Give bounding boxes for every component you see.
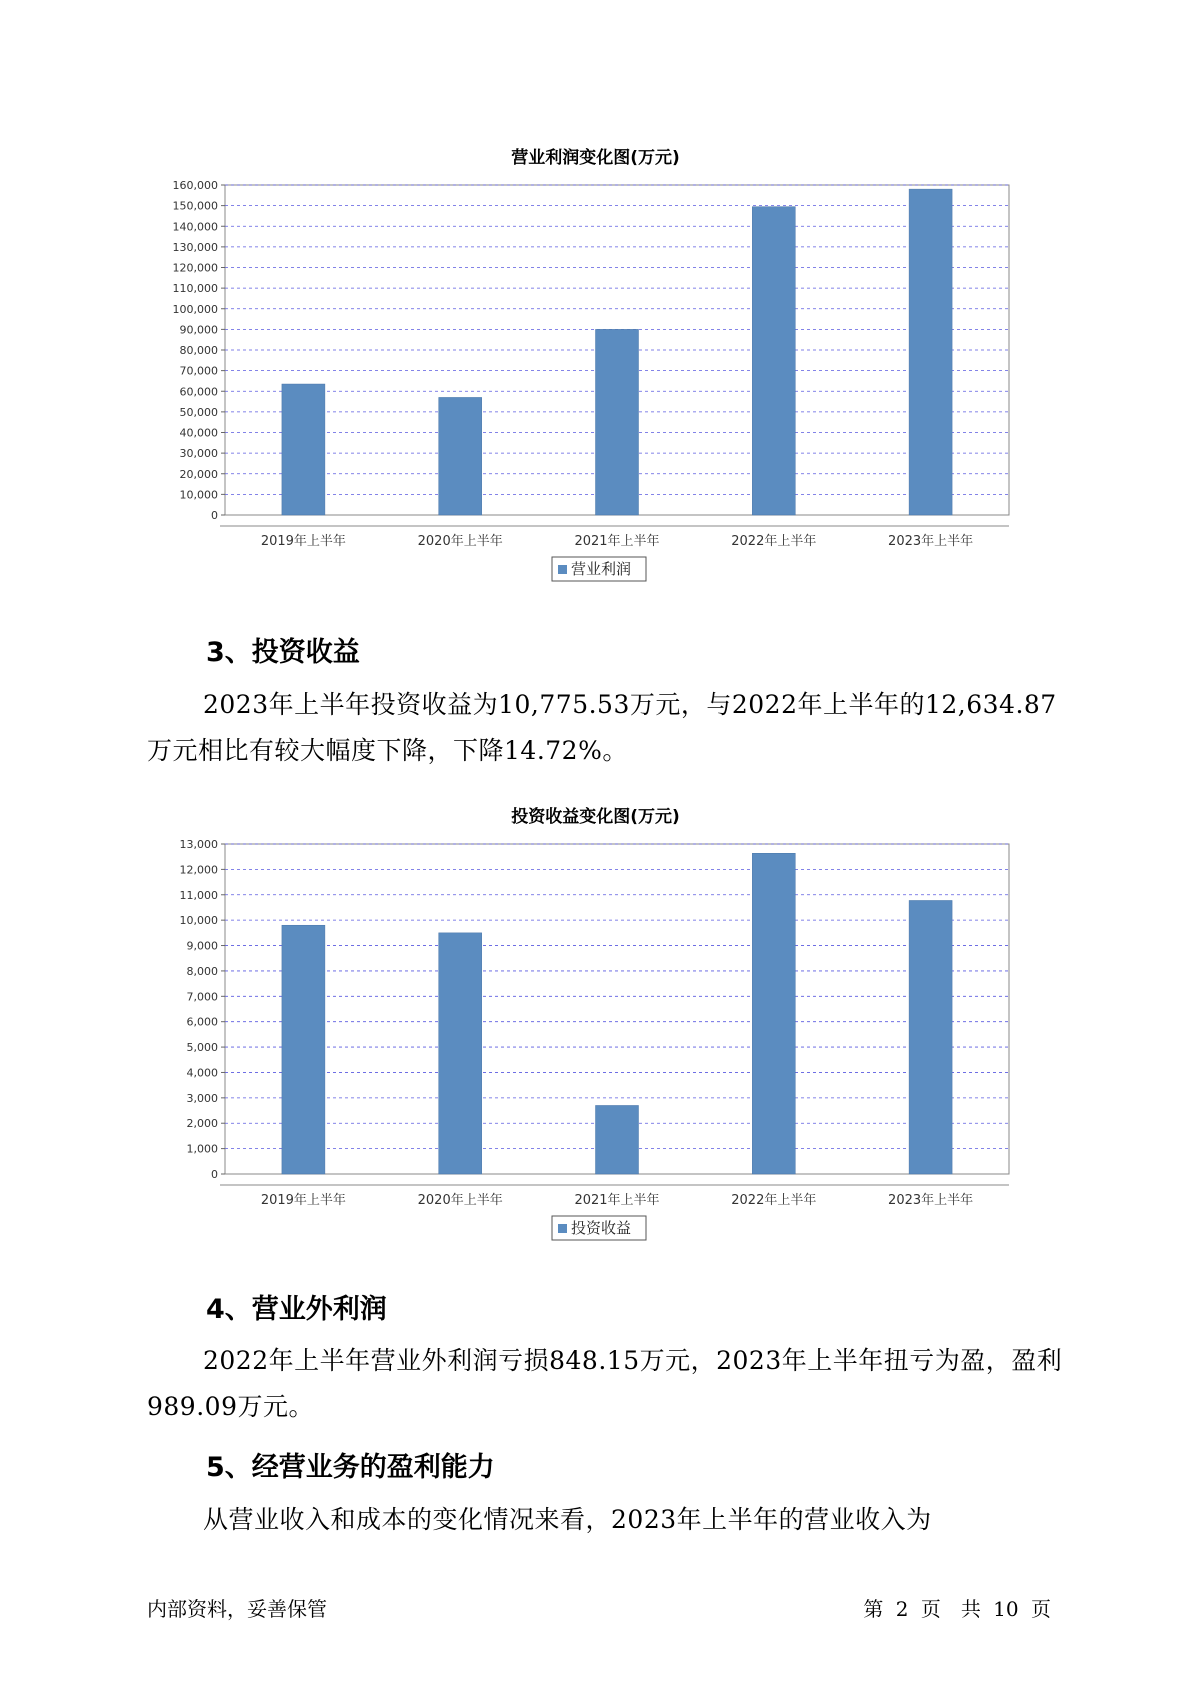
x-tick-label: 2021年上半年 (574, 534, 660, 549)
y-tick-label: 4,000 (186, 1066, 218, 1080)
y-tick-label: 10,000 (179, 488, 218, 502)
y-tick-label: 6,000 (186, 1015, 218, 1029)
bar-investment-income-5 (909, 900, 952, 1174)
bar-operating-profit-1 (282, 384, 325, 515)
bar-operating-profit-5 (909, 189, 952, 515)
footer-confidential-note: 内部资料，妥善保管 (147, 1597, 327, 1621)
y-tick-label: 130,000 (172, 240, 218, 254)
y-tick-label: 70,000 (179, 364, 218, 378)
chart-title-operating-profit: 营业利润变化图(万元) (511, 148, 680, 168)
x-tick-label: 2020年上半年 (417, 534, 503, 549)
y-tick-label: 80,000 (179, 344, 218, 357)
y-tick-label: 30,000 (179, 447, 218, 461)
legend-swatch (558, 1224, 567, 1233)
y-tick-label: 150,000 (172, 199, 218, 213)
y-tick-label: 3,000 (186, 1091, 218, 1105)
y-tick-label: 8,000 (186, 964, 218, 978)
x-tick-label: 2019年上半年 (260, 534, 346, 549)
y-tick-label: 10,000 (179, 914, 218, 928)
section-heading-investment-income: 3、投资收益 (206, 637, 360, 668)
paragraph-investment-income: 2023年上半年投资收益为10,775.53万元，与2022年上半年的12,634.87万元相比有较大幅度下降，下降14.72%。 (147, 690, 1057, 765)
x-tick-label: 2019年上半年 (260, 1193, 346, 1208)
legend-label: 投资收益 (571, 1219, 632, 1237)
x-tick-label: 2022年上半年 (731, 534, 817, 549)
paragraph-profitability: 从营业收入和成本的变化情况来看，2023年上半年的营业收入为 (203, 1505, 932, 1534)
investment-income-chart (0, 834, 1191, 1254)
y-tick-label: 2,000 (186, 1117, 218, 1131)
y-tick-label: 120,000 (172, 261, 218, 275)
section-heading-profitability: 5、经营业务的盈利能力 (206, 1452, 495, 1483)
legend-label: 营业利润 (571, 560, 632, 578)
y-tick-label: 7,000 (186, 990, 218, 1004)
operating-profit-chart (0, 175, 1191, 595)
y-tick-label: 9,000 (186, 939, 218, 953)
y-tick-label: 1,000 (186, 1142, 218, 1156)
y-tick-label: 140,000 (172, 220, 218, 234)
x-tick-label: 2023年上半年 (888, 1193, 974, 1208)
y-tick-label: 40,000 (179, 426, 218, 440)
y-tick-label: 160,000 (172, 179, 218, 192)
x-tick-label: 2022年上半年 (731, 1193, 817, 1208)
y-tick-label: 20,000 (179, 467, 218, 481)
paragraph-non-operating-profit: 2022年上半年营业外利润亏损848.15万元，2023年上半年扭亏为盈，盈利989.09万元。 (147, 1346, 1063, 1421)
y-tick-label: 50,000 (179, 405, 218, 419)
chart-title-investment-income: 投资收益变化图(万元) (511, 807, 680, 827)
y-tick-label: 5,000 (186, 1041, 218, 1055)
x-tick-label: 2021年上半年 (574, 1193, 660, 1208)
y-tick-label: 11,000 (179, 888, 218, 902)
y-tick-label: 100,000 (172, 302, 218, 316)
bar-operating-profit-3 (596, 329, 639, 515)
bar-investment-income-2 (439, 933, 482, 1174)
y-tick-label: 90,000 (179, 323, 218, 337)
y-tick-label: 0 (211, 509, 218, 522)
y-tick-label: 60,000 (179, 385, 218, 399)
bar-investment-income-3 (596, 1105, 639, 1174)
bar-operating-profit-2 (439, 397, 482, 515)
bar-investment-income-4 (752, 853, 795, 1174)
bar-operating-profit-4 (752, 207, 795, 515)
x-tick-label: 2020年上半年 (417, 1193, 503, 1208)
bar-investment-income-1 (282, 925, 325, 1174)
y-tick-label: 110,000 (172, 282, 218, 296)
y-tick-label: 0 (211, 1168, 218, 1181)
y-tick-label: 13,000 (179, 838, 218, 851)
legend-swatch (558, 565, 567, 574)
section-heading-non-operating-profit: 4、营业外利润 (206, 1294, 387, 1325)
x-tick-label: 2023年上半年 (888, 534, 974, 549)
y-tick-label: 12,000 (179, 863, 218, 877)
footer-page-number: 第 2 页 共 10 页 (863, 1597, 1051, 1621)
